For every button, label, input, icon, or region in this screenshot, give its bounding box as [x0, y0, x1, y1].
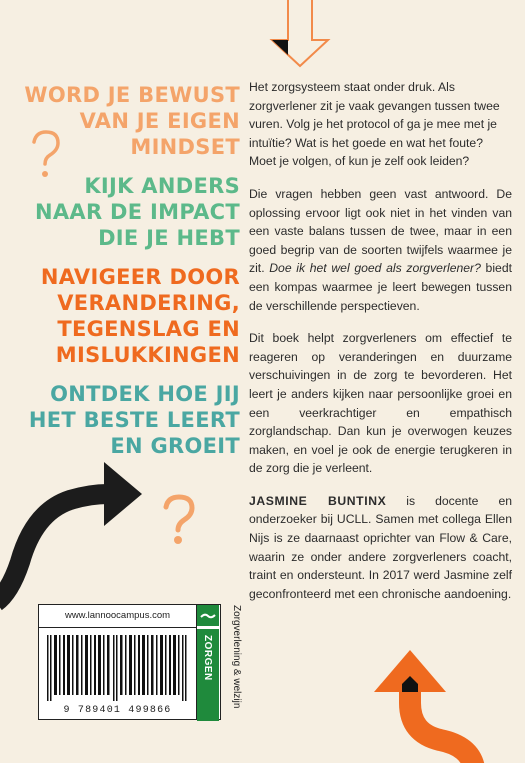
headline-mindset: WORD JE BEWUST VAN JE EIGEN MINDSET — [24, 83, 240, 159]
headline-learn: ONTDEK HOE JIJ HET BESTE LEERT EN GROEIT — [28, 382, 240, 458]
orange-arrow-icon — [370, 648, 495, 763]
author-bio-text: is docente en onderzoeker bij UCLL. Samen met collega Ellen Nijs is ze daarnaast oprichter van Flow & Care, waarin ze onder andere zorgverleners coacht, traint en ondersteunt. In 2017 werd Jasmine zelf geconfronteerd met een chronische aandoening. — [249, 493, 512, 601]
category-strip — [197, 604, 221, 720]
headline-impact: KIJK ANDERS NAAR DE IMPACT DIE JE HEBT — [34, 174, 240, 250]
paragraph-2-text: Die vragen hebben geen vast antwoord. De oplossing ervoor ligt ook niet in het vinden van een vaste balans tussen de twee, maar in een goed begrip van de soorten twijfels waarmee je zit. — [249, 186, 512, 276]
isbn-number: 9 789401 499866 — [63, 705, 172, 716]
barcode — [45, 635, 190, 701]
headline-navigate: NAVIGEER DOOR VERANDERING, TEGENSLAG EN MISLUKKINGEN — [40, 265, 240, 367]
publisher-url: www.lannoocampus.com — [39, 605, 196, 628]
category-logo-icon — [197, 605, 219, 627]
category-label: ZORGEN — [202, 635, 213, 681]
category-subtitle: Zorgverlening & welzijn — [231, 605, 242, 709]
curved-arrow-icon — [0, 452, 145, 612]
question-mark-icon-large — [160, 494, 198, 546]
book-title-inline: Doe ik het wel goed als zorgverlener? — [269, 261, 481, 276]
author-bio — [249, 492, 512, 604]
blurb-paragraph-3: Dit boek helpt zorgverleners om effectief te reageren op veranderingen en duurzame verschuivingen in de zorg te bevorderen. Het leert je anders kijken naar persoonlijke groei en een veerkrachtiger en empathisch zorglandschap. Dan kun je overwogen keuzes maken, en voel je ook de energie terugkeren in de zorg die je verleent. — [249, 331, 512, 476]
author-name: JASMINE BUNTINX — [249, 493, 387, 508]
barcode-box — [38, 604, 197, 720]
down-arrow-icon — [268, 0, 332, 68]
blurb-paragraph-1: Het zorgsysteem staat onder druk. Als zorgverlener zit je vaak gevangen tussen twee vuren. Volg je het protocol of ga je mee met je intuïtie? Wat is het goede en wat het foute? Moet je volgen, of kun je zelf ook leiden? — [249, 80, 500, 169]
paragraph-2-text-end: biedt een kompas waarmee je leert bewegen tussen de verschillende perspectieven. — [249, 261, 512, 313]
blurb — [249, 78, 512, 617]
headlines — [18, 82, 240, 472]
blurb-paragraph-2 — [249, 185, 512, 315]
